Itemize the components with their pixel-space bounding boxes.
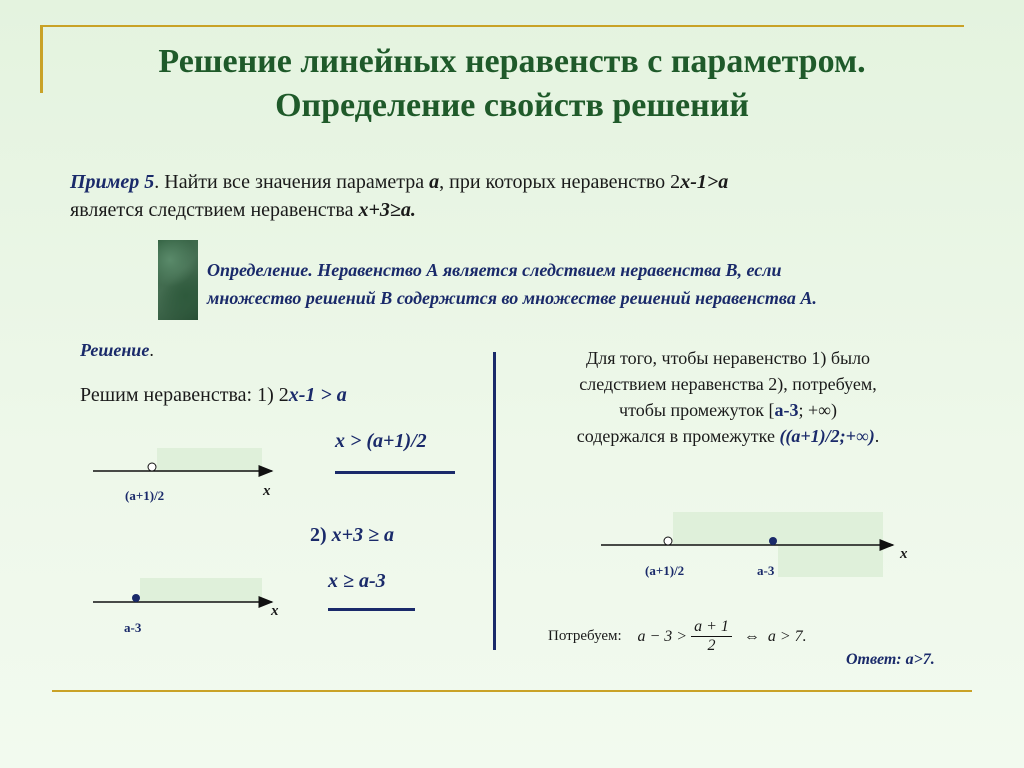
cond3-prefix: чтобы промежуток [ [619,400,775,420]
nl1-point-label: (а+1)/2 [125,488,165,503]
title-line-2: Определение свойств решений [275,87,749,124]
cond3-bold: а-3 [774,400,799,420]
example-text-1: . Найти все значения параметра [154,171,430,193]
step-2-expr: x+3 ≥ a [331,524,395,546]
step-1-result: x > (a+1)/2 [335,430,427,452]
cond4-suffix: . [874,426,880,446]
fraction-numerator: a + 1 [691,618,732,637]
vertical-divider [493,352,496,650]
nl3-axis-label: x [900,546,908,562]
nl1-axis-label: x [263,483,271,499]
example-inequality-a: х+3≥а. [358,199,416,221]
fraction-denominator: 2 [707,637,716,654]
requirement-label: Потребуем: [548,628,622,644]
example-inequality-b: х-1>а [680,171,729,193]
condition-line-2: следствием неравенства 2), потребуем, [579,374,877,394]
definition-line-1: Определение. Неравенство А является следствием неравенства В, если [207,260,782,280]
nl3-point2-label: а-3 [757,563,775,578]
step-2-result: x ≥ a-3 [328,570,386,592]
solution-label: Решение [80,340,150,360]
solution-region-3b [778,545,883,577]
nl2-point-label: а-3 [124,620,142,635]
condition-line-3 [528,397,928,423]
condition-line-4 [528,423,928,449]
definition-line-2: множество решений В содержится во множестве решений неравенства А. [207,288,817,308]
requirement-block [548,618,807,655]
solution-region-3a [673,512,883,545]
answer: Ответ: а>7. [846,651,935,668]
cond4-prefix: содержался в промежутке [576,426,780,446]
example-label: Пример 5 [70,171,155,193]
nl3-point1-label: (а+1)/2 [645,563,685,578]
step-1-expr: х-1 > а [288,384,347,406]
open-point-3 [664,537,672,545]
solution-dot: . [149,340,154,360]
solution-region-1 [157,448,262,472]
formula-result: a > 7. [767,627,807,645]
step-2-num: 2) [310,524,332,546]
closed-point-2 [132,594,140,602]
formula-fraction [691,618,732,655]
equivalence-icon: ⇔ [743,627,760,645]
solution-region-2 [140,578,262,602]
open-point-1 [148,463,156,471]
condition-text [528,345,928,449]
example-text-2: , при которых неравенство 2 [439,171,681,193]
example-param: а [429,171,440,193]
formula-lhs: a − 3 > [637,627,688,645]
closed-point-3 [769,537,777,545]
condition-line-1: Для того, чтобы неравенство 1) было [585,348,871,368]
nl2-axis-label: x [271,603,279,619]
cond4-bold: ((а+1)/2;+∞) [779,426,875,446]
example-line-2: является следствием неравенства [70,199,359,221]
step-1-prefix: Решим неравенства: 1) 2 [80,384,289,406]
title-line-1: Решение линейных неравенств с параметром. [158,43,866,80]
cond3-suffix: ; +∞) [798,400,837,420]
requirement-formula [637,618,806,655]
